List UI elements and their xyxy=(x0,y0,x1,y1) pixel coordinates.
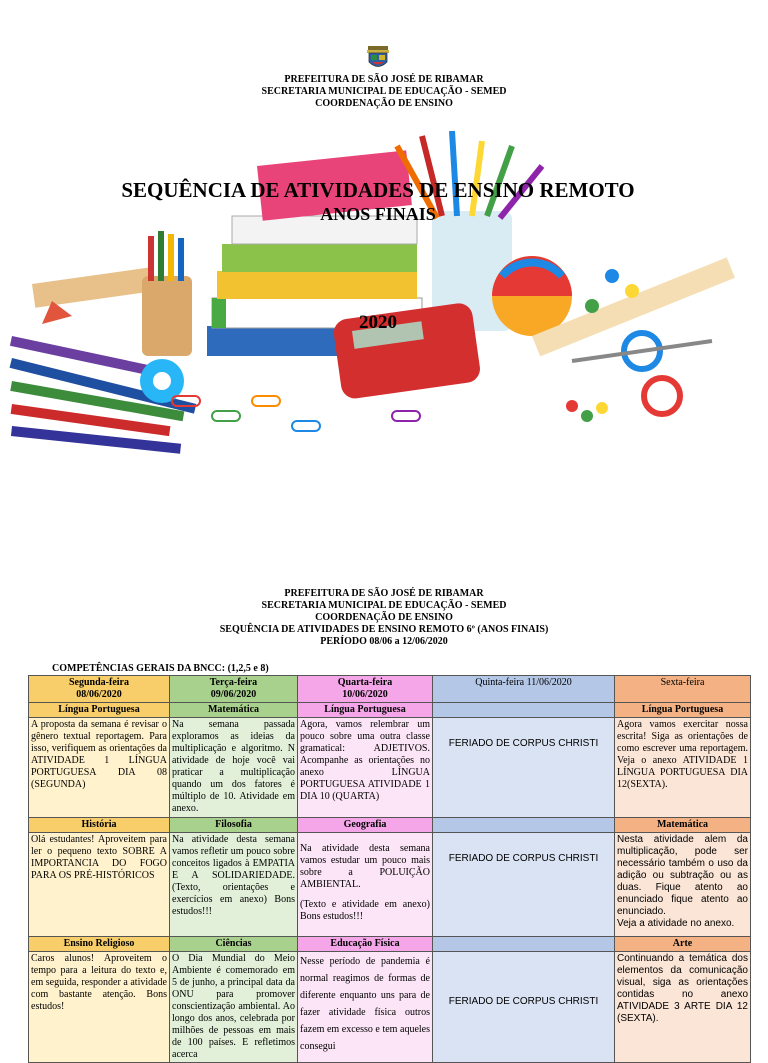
day-header-thursday: Quinta-feira 11/06/2020 xyxy=(433,676,615,703)
competencias-text: COMPETÊNCIAS GERAIS DA BNCC: (1,2,5 e 8) xyxy=(52,663,269,674)
prefeitura-line-2: PREFEITURA DE SÃO JOSÉ DE RIBAMAR xyxy=(284,588,484,599)
activity-row xyxy=(29,952,751,1063)
activity-cell: Caros alunos! Aproveitem o tempo para a leitura do texto e, em seguida, responder a atividade com bastante atenção. Bons estudos! xyxy=(29,952,170,1063)
secretaria-line-2: SECRETARIA MUNICIPAL DE EDUCAÇÃO - SEMED xyxy=(261,600,507,611)
periodo-line: PERÍODO 08/06 a 12/06/2020 xyxy=(320,636,448,647)
school-supplies-banner xyxy=(12,126,745,451)
banner-subtitle: ANOS FINAIS xyxy=(320,204,436,224)
subject-cell: Matemática xyxy=(615,818,751,833)
day-header-row xyxy=(29,676,751,703)
subject-cell: Língua Portuguesa xyxy=(29,703,170,718)
subject-cell: Matemática xyxy=(170,703,298,718)
subject-row xyxy=(29,818,751,833)
banner-title: SEQUÊNCIA DE ATIVIDADES DE ENSINO REMOTO xyxy=(121,178,635,202)
subject-cell: Educação Física xyxy=(298,937,433,952)
day-header-friday: Sexta-feira xyxy=(615,676,751,703)
holiday-cell: FERIADO DE CORPUS CHRISTI xyxy=(433,718,615,818)
subject-cell: Geografia xyxy=(298,818,433,833)
second-header xyxy=(0,588,768,648)
subject-cell: Filosofia xyxy=(170,818,298,833)
subject-row xyxy=(29,937,751,952)
coordenacao-line-2: COORDENAÇÃO DE ENSINO xyxy=(315,612,453,623)
holiday-cell: FERIADO DE CORPUS CHRISTI xyxy=(433,833,615,937)
subject-cell: Arte xyxy=(615,937,751,952)
municipal-crest-icon xyxy=(364,44,392,72)
activity-text: Nesta atividade alem da multiplicação, pode ser necessário também o uso da adição ou subtração ou as duas. Fique atento ao enunciado fique atento ao enunciado. xyxy=(617,834,748,917)
activity-cell xyxy=(298,833,433,937)
holiday-cell: FERIADO DE CORPUS CHRISTI xyxy=(433,952,615,1063)
activity-cell: Agora, vamos relembrar um pouco sobre uma outra classe gramatical: ADJETIVOS. Acompanhe as orientações no anexo LÍNGUA PORTUGUESA ATIVIDADE 1 DIA 10 (QUARTA) xyxy=(298,718,433,818)
day-header-wednesday: Quarta-feira 10/06/2020 xyxy=(298,676,433,703)
schedule-table xyxy=(28,675,751,1063)
subject-cell xyxy=(433,937,615,952)
secretaria-line: SECRETARIA MUNICIPAL DE EDUCAÇÃO - SEMED xyxy=(261,86,507,97)
subject-cell: Língua Portuguesa xyxy=(615,703,751,718)
activity-cell: O Dia Mundial do Meio Ambiente é comemorado em 5 de junho, a principal data da ONU para promover conscientização ambiental. Ao longo dos anos, celebrada por milhões de pessoas em mais de 100 países. E refletimos acerca xyxy=(170,952,298,1063)
subject-cell xyxy=(433,818,615,833)
activity-cell xyxy=(615,833,751,937)
subject-cell xyxy=(433,703,615,718)
subject-cell: Língua Portuguesa xyxy=(298,703,433,718)
prefeitura-line: PREFEITURA DE SÃO JOSÉ DE RIBAMAR xyxy=(284,74,484,85)
activity-text: (Texto e atividade em anexo) Bons estudos!!! xyxy=(300,899,430,922)
activity-cell: A proposta da semana é revisar o gênero textual reportagem. Para isso, verifiquem as orientações da ATIVIDADE 1 LÍNGUA PORTUGUESA DIA 08 (SEGUNDA) xyxy=(29,718,170,818)
activity-cell: Nesse período de pandemia é normal reagimos de formas de diferente enquanto uns para de fazer atividade física outros fazem em excesso e tem aqueles consegui xyxy=(298,952,433,1063)
activity-cell: Olá estudantes! Aproveitem para ler o pequeno texto SOBRE A IMPORTANCIA DO FOGO PARA OS PRÉ-HISTÓRICOS xyxy=(29,833,170,937)
coordenacao-line: COORDENAÇÃO DE ENSINO xyxy=(315,98,453,109)
day-header-tuesday: Terça-feira 09/06/2020 xyxy=(170,676,298,703)
subject-cell: Ciências xyxy=(170,937,298,952)
top-header xyxy=(0,74,768,110)
subject-row xyxy=(29,703,751,718)
sequencia-line: SEQUÊNCIA DE ATIVIDADES DE ENSINO REMOTO 6º (ANOS FINAIS) xyxy=(219,624,549,635)
activity-cell: Continuando a temática dos elementos da comunicação visual, siga as orientações contidas no anexo ATIVIDADE 3 ARTE DIA 12 (SEXTA). xyxy=(615,952,751,1063)
activity-cell: Na semana passada exploramos as ideias da multiplicação e algoritmo. N atividade de hoje você vai praticar a multiplicação quando um dos fatores é múltiplo de 10. Atividade em anexo. xyxy=(170,718,298,818)
subject-cell: História xyxy=(29,818,170,833)
activity-row xyxy=(29,718,751,818)
day-header-monday: Segunda-feira 08/06/2020 xyxy=(29,676,170,703)
subject-cell: Ensino Religioso xyxy=(29,937,170,952)
banner-year: 2020 xyxy=(359,312,397,333)
activity-cell: Agora vamos exercitar nossa escrita! Siga as orientações de como escrever uma reportagem. Veja o anexo ATIVIDADE 1 LÍNGUA PORTUGUESA DIA 12(SEXTA). xyxy=(615,718,751,818)
activity-text: Na atividade desta semana vamos estudar um pouco mais sobre a POLUIÇÃO AMBIENTAL. xyxy=(300,843,430,890)
activity-row xyxy=(29,833,751,937)
activity-text: Veja a atividade no anexo. xyxy=(617,918,735,929)
activity-cell: Na atividade desta semana vamos refletir um pouco sobre conceitos ligados à EMPATIA E A SOLIDARIEDADE. (Texto, orientações e exercícios em anexo) Bons estudos!!! xyxy=(170,833,298,937)
